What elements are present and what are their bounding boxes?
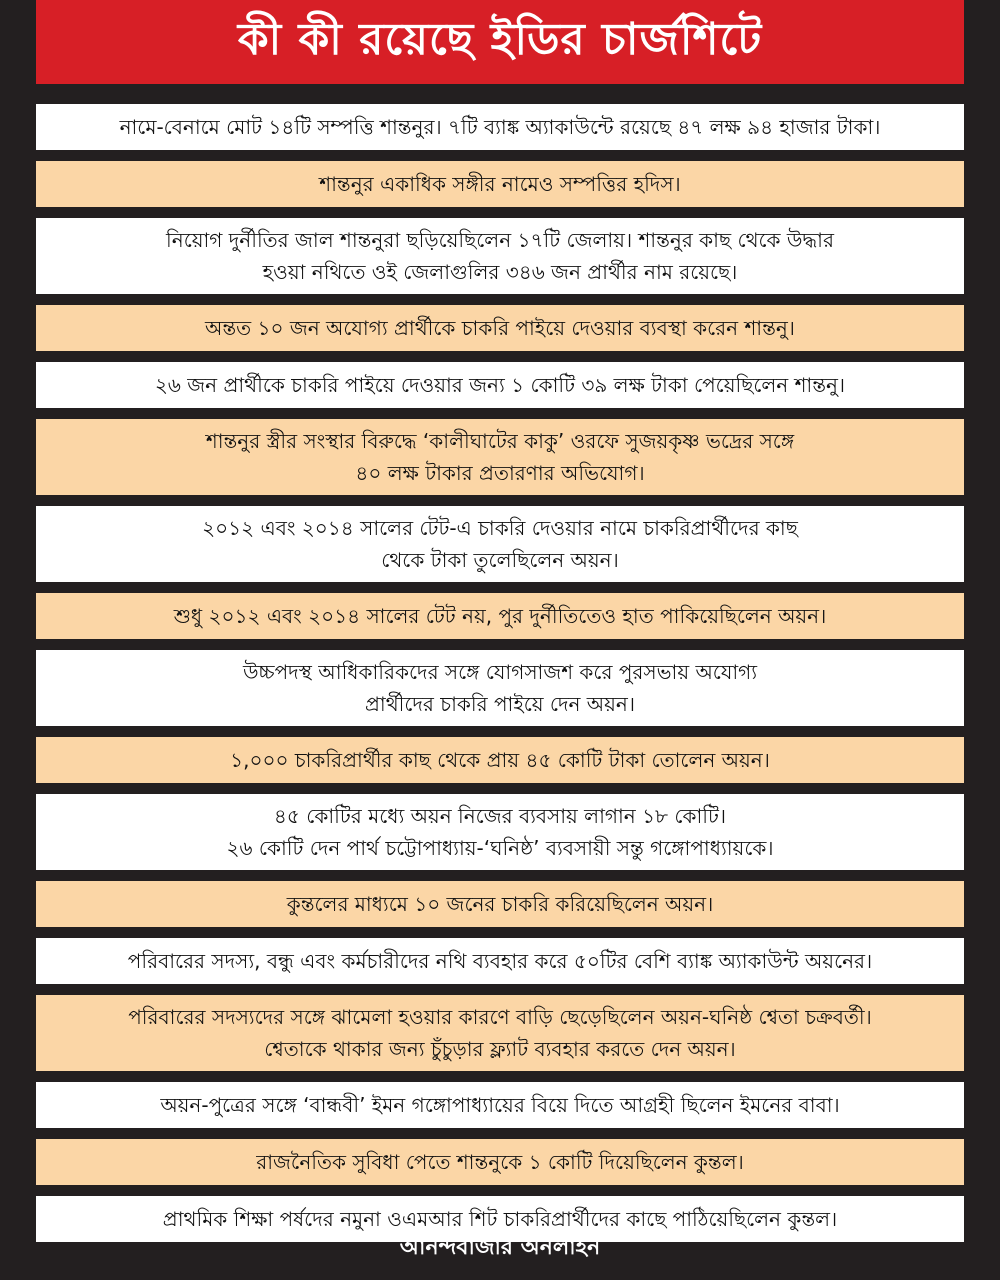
list-item-15 xyxy=(36,1082,964,1128)
list-item-2 xyxy=(36,161,964,207)
list-item-text: ১,০০০ চাকরিপ্রার্থীর কাছ থেকে প্রায় ৪৫ কোটি টাকা তোলেন অয়ন। xyxy=(230,748,770,772)
list-item-8 xyxy=(36,593,964,639)
list-item-text: ৪৫ কোটির মধ্যে অয়ন নিজের ব্যবসায় লাগান ১৮ কোটি। ২৬ কোটি দেন পার্থ চট্টোপাধ্যায়-‘ঘনিষ্ঠ’ ব্যবসায়ী সন্তু গঙ্গোপাধ্যায়কে। xyxy=(226,804,774,860)
list-item-text: ২৬ জন প্রার্থীকে চাকরি পাইয়ে দেওয়ার জন্য ১ কোটি ৩৯ লক্ষ টাকা পেয়েছিলেন শান্তনু। xyxy=(154,373,846,397)
list-item-1 xyxy=(36,104,964,150)
list-item-text: উচ্চপদস্থ আধিকারিকদের সঙ্গে যোগসাজশ করে পুরসভায় অযোগ্য প্রার্থীদের চাকরি পাইয়ে দেন অয়ন। xyxy=(242,660,758,716)
list-item-text: অয়ন-পুত্রের সঙ্গে ‘বান্ধবী’ ইমন গঙ্গোপাধ্যায়ের বিয়ে দিতে আগ্রহী ছিলেন ইমনের বাবা। xyxy=(160,1093,840,1117)
list-item-11 xyxy=(36,794,964,870)
list-item-text: পরিবারের সদস্যদের সঙ্গে ঝামেলা হওয়ার কারণে বাড়ি ছেড়েছিলেন অয়ন-ঘনিষ্ঠ শ্বেতা চক্রবর্তী। শ্বেতাকে থাকার জন্য চুঁচুড়ার ফ্ল্যাট ব্যবহার করতে দেন অয়ন। xyxy=(128,1005,872,1061)
list-item-4 xyxy=(36,305,964,351)
publisher-name: আনন্দবাজার অনলাইন xyxy=(399,1234,601,1260)
list-item-5 xyxy=(36,362,964,408)
list-item-text: নামে-বেনামে মোট ১৪টি সম্পত্তি শান্তনুর। ৭টি ব্যাঙ্ক অ্যাকাউন্টে রয়েছে ৪৭ লক্ষ ৯৪ হাজার টাকা। xyxy=(119,115,881,139)
list-item-text: শুধু ২০১২ এবং ২০১৪ সালের টেট নয়, পুর দুর্নীতিতেও হাত পাকিয়েছিলেন অয়ন। xyxy=(173,604,827,628)
list-item-13 xyxy=(36,938,964,984)
list-item-6 xyxy=(36,419,964,495)
list-item-text: পরিবারের সদস্য, বন্ধু এবং কর্মচারীদের নথি ব্যবহার করে ৫০টির বেশি ব্যাঙ্ক অ্যাকাউন্ট অয়নের। xyxy=(127,949,873,973)
list-item-text: কুন্তলের মাধ্যমে ১০ জনের চাকরি করিয়েছিলেন অয়ন। xyxy=(286,892,714,916)
list-item-text: ২০১২ এবং ২০১৪ সালের টেট-এ চাকরি দেওয়ার নামে চাকরিপ্রার্থীদের কাছ থেকে টাকা তুলেছিলেন অয়ন। xyxy=(202,516,798,572)
list-item-12 xyxy=(36,881,964,927)
list-item-10 xyxy=(36,737,964,783)
headline-banner xyxy=(36,0,964,84)
list-item-text: শান্তনুর একাধিক সঙ্গীর নামেও সম্পত্তির হদিস। xyxy=(319,172,681,196)
list-item-3 xyxy=(36,218,964,294)
list-item-7 xyxy=(36,506,964,582)
list-item-14 xyxy=(36,995,964,1071)
chargesheet-list xyxy=(36,104,964,1253)
list-item-text: অন্তত ১০ জন অযোগ্য প্রার্থীকে চাকরি পাইয়ে দেওয়ার ব্যবস্থা করেন শান্তনু। xyxy=(205,316,795,340)
list-item-text: নিয়োগ দুর্নীতির জাল শান্তনুরা ছড়িয়েছিলেন ১৭টি জেলায়। শান্তনুর কাছ থেকে উদ্ধার হওয়া নথিতে ওই জেলাগুলির ৩৪৬ জন প্রার্থীর নাম রয়েছে। xyxy=(166,228,834,284)
list-item-text: রাজনৈতিক সুবিধা পেতে শান্তনুকে ১ কোটি দিয়েছিলেন কুন্তল। xyxy=(256,1150,744,1174)
footer-credit xyxy=(0,1228,1000,1268)
list-item-16 xyxy=(36,1139,964,1185)
list-item-text: প্রাথমিক শিক্ষা পর্ষদের নমুনা ওএমআর শিট চাকরিপ্রার্থীদের কাছে পাঠিয়েছিলেন কুন্তল। xyxy=(162,1207,838,1231)
headline-title: কী কী রয়েছে ইডির চার্জশিটে xyxy=(237,13,763,65)
list-item-text: শান্তনুর স্ত্রীর সংস্থার বিরুদ্ধে ‘কালীঘাটের কাকু’ ওরফে সুজয়কৃষ্ণ ভদ্রের সঙ্গে ৪০ লক্ষ টাকার প্রতারণার অভিযোগ। xyxy=(205,429,795,485)
list-item-9 xyxy=(36,650,964,726)
